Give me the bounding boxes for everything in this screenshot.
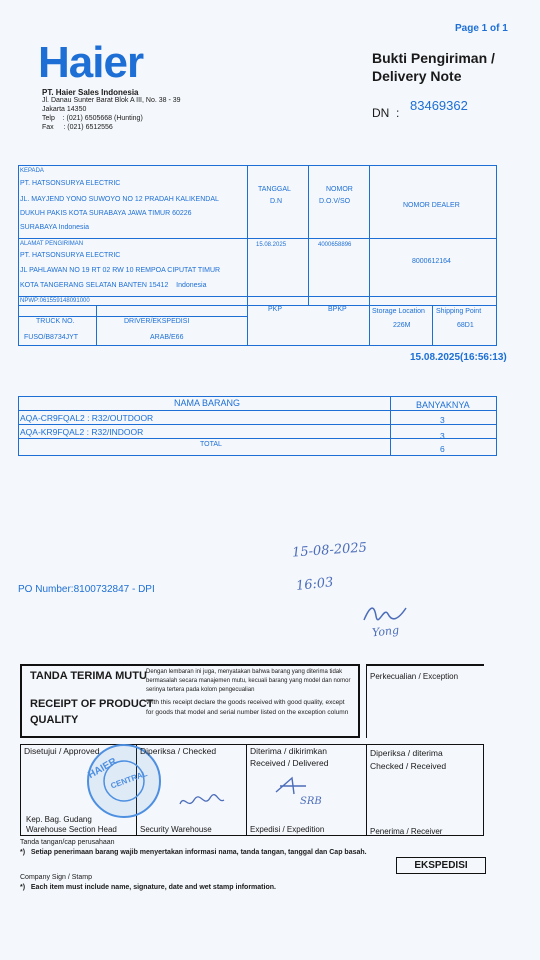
doc-title-2: Delivery Note bbox=[372, 68, 462, 84]
sig-check-received-label-1: Diperiksa / diterima bbox=[370, 748, 443, 758]
ship-address-1: JL PAHLAWAN NO 19 RT 02 RW 10 REMPOA CIPUTAT TIMUR bbox=[20, 267, 221, 274]
sig-approved-label: Disetujui / Approved bbox=[24, 746, 100, 756]
sig-check-received-label-2: Checked / Received bbox=[370, 761, 447, 771]
handwritten-date: 15-08-2025 bbox=[291, 540, 368, 561]
tanggal-label: TANGGAL bbox=[258, 186, 291, 193]
shipping-address-label: ALAMAT PENGIRIMAN bbox=[20, 241, 84, 247]
expedition-mark: SRB bbox=[300, 796, 322, 807]
item-row-1-qty: 3 bbox=[440, 415, 445, 425]
exception-label: Perkecualian / Exception bbox=[370, 672, 459, 681]
nomor-sub: D.O.V/SO bbox=[319, 198, 351, 205]
sig-approved-role-1: Kep. Bag. Gudang bbox=[26, 815, 92, 824]
storage-location-value: 226M bbox=[393, 322, 411, 329]
item-row-1-name: AQA-CR9FQAL2 : R32/OUTDOOR bbox=[20, 413, 154, 423]
receipt-title-id: TANDA TERIMA MUTU bbox=[30, 670, 147, 682]
shipping-point-label: Shipping Point bbox=[436, 308, 482, 315]
sig-checked-label: Diperiksa / Checked bbox=[140, 746, 217, 756]
col-quantity: BANYAKNYA bbox=[416, 400, 470, 410]
driver-value: ARAB/E66 bbox=[150, 334, 184, 341]
item-row-2-qty: 3 bbox=[440, 431, 445, 441]
svg-text:CENTRAL: CENTRAL bbox=[109, 768, 149, 791]
copy-label-box: EKSPEDISI bbox=[396, 857, 486, 874]
nomor-value: 4000658896 bbox=[318, 242, 352, 248]
recipient-address-1: JL. MAYJEND YONO SUWOYO NO 12 PRADAH KALIKENDAL bbox=[20, 196, 219, 203]
tanggal-value: 15.08.2025 bbox=[256, 242, 287, 248]
security-signature bbox=[176, 790, 226, 814]
sig-checked-role: Security Warehouse bbox=[140, 825, 212, 834]
handwritten-time: 16:03 bbox=[295, 575, 335, 594]
total-qty: 6 bbox=[440, 444, 445, 454]
doc-title-1: Bukti Pengiriman / bbox=[372, 50, 495, 66]
col-item-name: NAMA BARANG bbox=[174, 398, 241, 408]
company-address-2: Jakarta 14350 bbox=[42, 106, 87, 113]
dealer-value: 8000612164 bbox=[412, 258, 451, 265]
truck-label: TRUCK NO. bbox=[36, 318, 75, 325]
company-phone: Telp : (021) 6505668 (Hunting) bbox=[42, 115, 143, 122]
dealer-label: NOMOR DEALER bbox=[403, 202, 460, 209]
item-row-2-name: AQA-KR9FQAL2 : R32/INDOOR bbox=[20, 427, 144, 437]
npwp: NPWP:061559148091000 bbox=[20, 298, 90, 304]
dn-number: 83469362 bbox=[410, 98, 468, 113]
footer-line-2: *) Setiap penerimaan barang wajib menyertakan informasi nama, tanda tangan, tanggal dan Cap basah. bbox=[20, 849, 367, 856]
svg-text:HAIER: HAIER bbox=[86, 756, 119, 782]
nomor-label: NOMOR bbox=[326, 186, 353, 193]
shipping-point-value: 68D1 bbox=[457, 322, 474, 329]
bpkp-label: BPKP bbox=[328, 306, 347, 313]
handwritten-name: Yong bbox=[371, 623, 400, 640]
print-timestamp: 15.08.2025(16:56:13) bbox=[410, 352, 507, 363]
truck-value: FUSO/B8734JYT bbox=[24, 334, 79, 341]
company-fax: Fax : (021) 6512556 bbox=[42, 124, 113, 131]
kepada-label: KEPADA bbox=[20, 168, 44, 174]
sig-received-label-1: Diterima / dikirimkan bbox=[250, 746, 327, 756]
sig-received-label-2: Received / Delivered bbox=[250, 758, 329, 768]
sig-received-role: Expedisi / Expedition bbox=[250, 825, 325, 834]
po-number: PO Number:8100732847 - DPI bbox=[18, 584, 155, 595]
tanggal-sub: D.N bbox=[270, 198, 283, 205]
page-indicator: Page 1 of 1 bbox=[455, 23, 508, 34]
company-address-1: Jl. Danau Sunter Barat Blok A III, No. 38 - 39 bbox=[42, 97, 181, 104]
receipt-text-en: With this receipt declare the goods received with good quality, except for goods that model and serial number listed on the exception column bbox=[146, 699, 349, 716]
dn-label: DN : bbox=[372, 106, 400, 120]
recipient-address-2: DUKUH PAKIS KOTA SURABAYA JAWA TIMUR 60226 bbox=[20, 210, 192, 217]
recipient-address-3: SURABAYA Indonesia bbox=[20, 224, 90, 231]
haier-logo: Haier bbox=[38, 38, 144, 87]
ship-name: PT. HATSONSURYA ELECTRIC bbox=[20, 252, 121, 259]
company-name: PT. Haier Sales Indonesia bbox=[42, 88, 139, 97]
footer-line-1: Tanda tangan/cap perusahaan bbox=[20, 839, 115, 846]
receipt-title-en-1: RECEIPT OF PRODUCT bbox=[30, 698, 154, 710]
handwritten-signature bbox=[360, 602, 410, 626]
sig-receiver-role: Penerima / Receiver bbox=[370, 827, 443, 836]
sig-approved-role-2: Warehouse Section Head bbox=[26, 825, 117, 834]
driver-label: DRIVER/EKSPEDISI bbox=[124, 318, 190, 325]
ship-address-2: KOTA TANGERANG SELATAN BANTEN 15412 Indonesia bbox=[20, 282, 207, 289]
pkp-label: PKP bbox=[268, 306, 283, 313]
storage-location-label: Storage Location bbox=[372, 308, 425, 315]
receipt-title-en-2: QUALITY bbox=[30, 714, 79, 726]
footer-line-3: Company Sign / Stamp bbox=[20, 874, 92, 881]
receipt-text-id: Dengan lembaran ini juga, menyatakan bahwa barang yang diterima tidak bermasalah secara manajemen mutu, kecuali barang yang model dan nomor serinya tertera pada kolom pengecualian bbox=[146, 669, 351, 693]
total-label: TOTAL bbox=[200, 441, 222, 448]
footer-line-4: *) Each item must include name, signature, date and wet stamp information. bbox=[20, 884, 276, 891]
recipient-name: PT. HATSONSURYA ELECTRIC bbox=[20, 180, 121, 187]
